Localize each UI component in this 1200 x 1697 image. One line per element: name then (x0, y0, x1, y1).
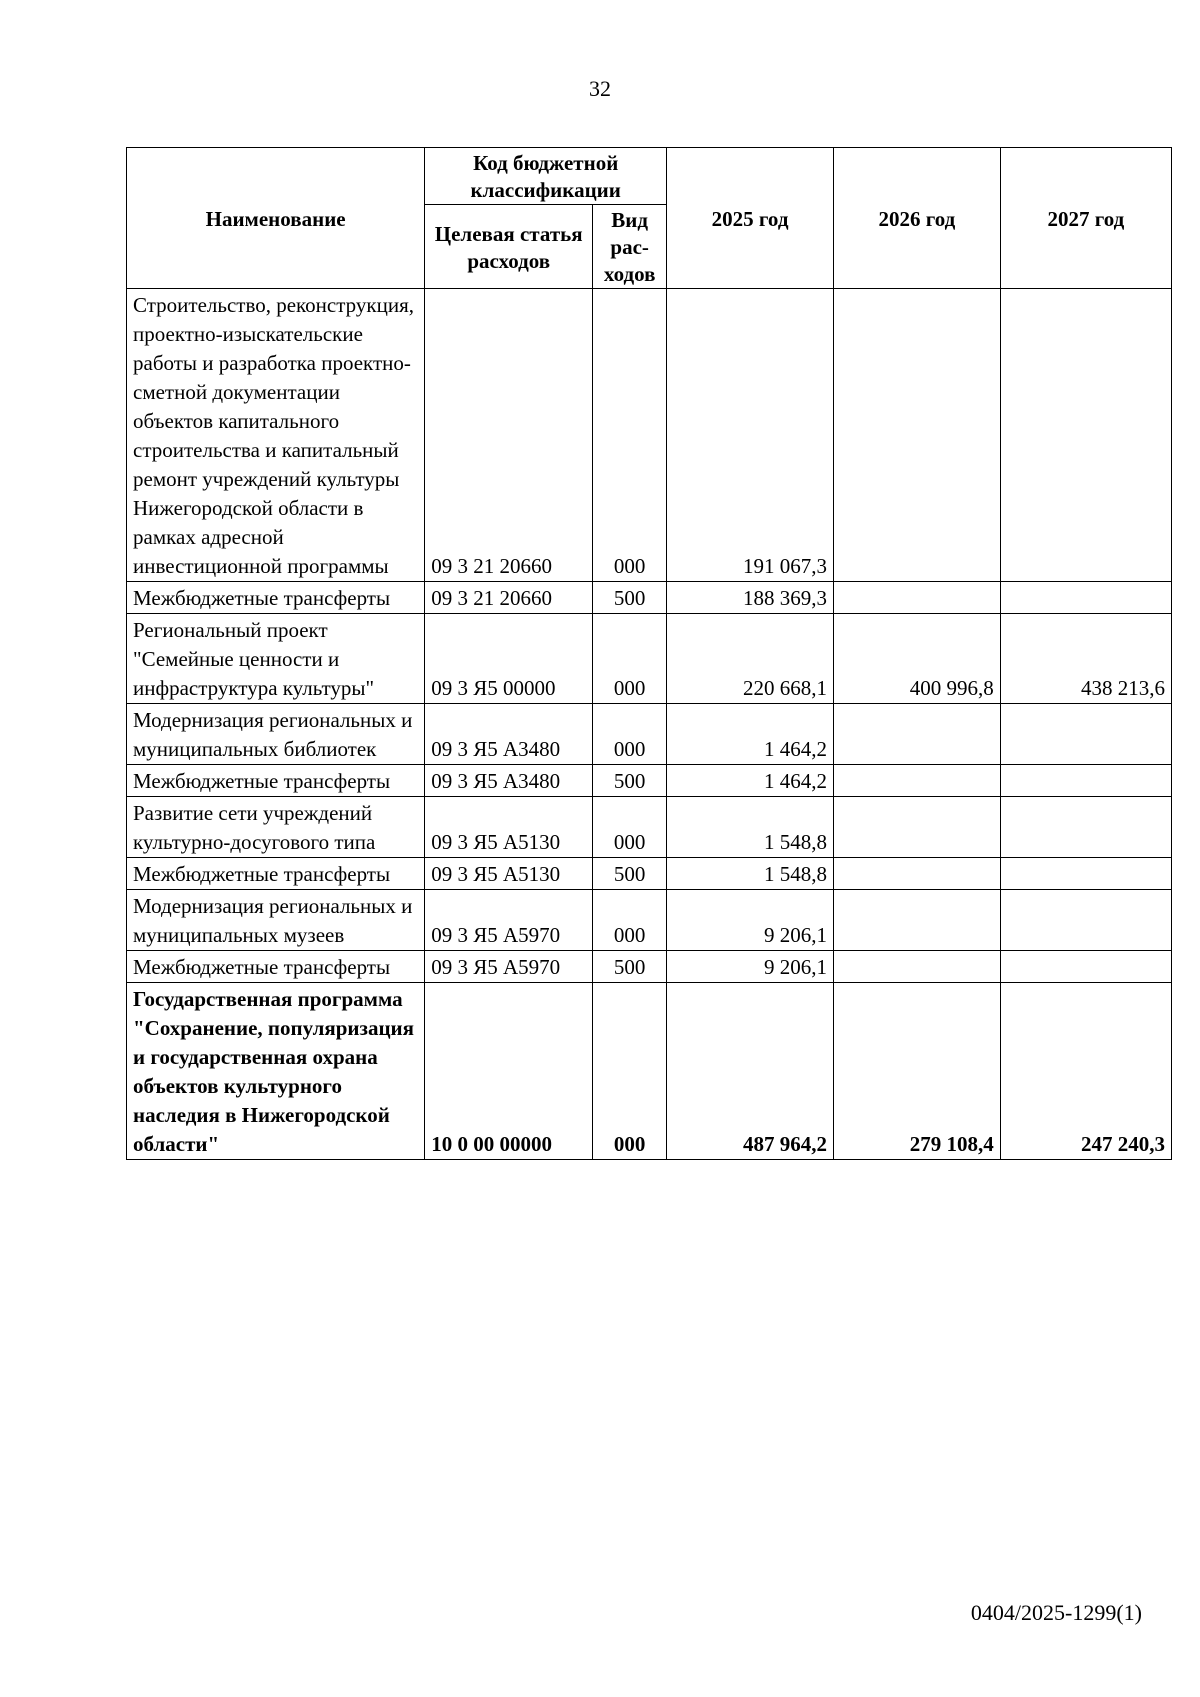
row-name: Государственная программа "Сохранение, популяризация и государственная охрана объектов культурного наследия в Нижегородской области" (127, 983, 425, 1160)
row-value-2025: 9 206,1 (667, 951, 834, 983)
row-expense-type: 000 (593, 890, 667, 951)
page-number: 32 (589, 76, 611, 101)
budget-table (126, 147, 1172, 1160)
row-name: Развитие сети учреждений культурно-досугового типа (127, 797, 425, 858)
row-expense-type: 000 (593, 614, 667, 704)
header-budget-code: Код бюджетной классификации (425, 148, 667, 205)
row-name: Модернизация региональных и муниципальных библиотек (127, 704, 425, 765)
row-target-article: 09 3 Я5 А3480 (425, 765, 593, 797)
row-name: Межбюджетные трансферты (127, 582, 425, 614)
row-expense-type: 500 (593, 765, 667, 797)
header-2026: 2026 год (833, 148, 1000, 289)
header-2025: 2025 год (667, 148, 834, 289)
header-row-1 (127, 148, 1172, 205)
row-name: Региональный проект "Семейные ценности и инфраструктура культуры" (127, 614, 425, 704)
row-value-2027 (1000, 797, 1171, 858)
row-target-article: 09 3 Я5 А5130 (425, 797, 593, 858)
row-value-2026 (833, 289, 1000, 582)
table-row (127, 614, 1172, 704)
row-target-article: 09 3 21 20660 (425, 289, 593, 582)
row-value-2027: 247 240,3 (1000, 983, 1171, 1160)
row-value-2026 (833, 890, 1000, 951)
row-expense-type: 000 (593, 797, 667, 858)
header-2027: 2027 год (1000, 148, 1171, 289)
row-expense-type: 500 (593, 951, 667, 983)
row-name: Межбюджетные трансферты (127, 765, 425, 797)
table-row (127, 582, 1172, 614)
row-value-2026 (833, 797, 1000, 858)
row-value-2025: 1 464,2 (667, 704, 834, 765)
table-row (127, 983, 1172, 1160)
row-value-2026 (833, 765, 1000, 797)
row-value-2025: 487 964,2 (667, 983, 834, 1160)
table-row (127, 858, 1172, 890)
row-name: Модернизация региональных и муниципальных музеев (127, 890, 425, 951)
row-expense-type: 000 (593, 704, 667, 765)
row-target-article: 09 3 21 20660 (425, 582, 593, 614)
row-value-2025: 220 668,1 (667, 614, 834, 704)
table-row (127, 765, 1172, 797)
header-expense-type: Вид рас- ходов (593, 205, 667, 289)
row-value-2027 (1000, 289, 1171, 582)
row-value-2026 (833, 951, 1000, 983)
row-target-article: 09 3 Я5 А5970 (425, 890, 593, 951)
row-target-article: 09 3 Я5 А5970 (425, 951, 593, 983)
row-value-2027 (1000, 951, 1171, 983)
row-name: Межбюджетные трансферты (127, 951, 425, 983)
row-target-article: 09 3 Я5 А3480 (425, 704, 593, 765)
row-name: Строительство, реконструкция, проектно-изыскательские работы и разработка проектно-сметной документации объектов капитального строительства и капитальный ремонт учреждений культуры Нижегородской области в рамках адресной инвестиционной программы (127, 289, 425, 582)
row-value-2027 (1000, 890, 1171, 951)
row-target-article: 09 3 Я5 00000 (425, 614, 593, 704)
row-expense-type: 000 (593, 289, 667, 582)
row-value-2026 (833, 582, 1000, 614)
row-value-2027 (1000, 765, 1171, 797)
row-value-2025: 188 369,3 (667, 582, 834, 614)
header-name: Наименование (127, 148, 425, 289)
row-value-2027 (1000, 582, 1171, 614)
row-expense-type: 500 (593, 582, 667, 614)
row-name: Межбюджетные трансферты (127, 858, 425, 890)
table-row (127, 704, 1172, 765)
header-target-article: Целевая статья расходов (425, 205, 593, 289)
row-expense-type: 500 (593, 858, 667, 890)
row-value-2026: 279 108,4 (833, 983, 1000, 1160)
row-value-2026 (833, 858, 1000, 890)
table-row (127, 797, 1172, 858)
row-value-2027 (1000, 858, 1171, 890)
row-expense-type: 000 (593, 983, 667, 1160)
row-target-article: 10 0 00 00000 (425, 983, 593, 1160)
row-target-article: 09 3 Я5 А5130 (425, 858, 593, 890)
row-value-2027 (1000, 704, 1171, 765)
row-value-2025: 9 206,1 (667, 890, 834, 951)
row-value-2026: 400 996,8 (833, 614, 1000, 704)
row-value-2025: 1 464,2 (667, 765, 834, 797)
row-value-2025: 191 067,3 (667, 289, 834, 582)
row-value-2027: 438 213,6 (1000, 614, 1171, 704)
table-row (127, 890, 1172, 951)
table-row (127, 289, 1172, 582)
table-row (127, 951, 1172, 983)
document-registration-code: 0404/2025-1299(1) (970, 1600, 1142, 1625)
row-value-2025: 1 548,8 (667, 797, 834, 858)
row-value-2025: 1 548,8 (667, 858, 834, 890)
row-value-2026 (833, 704, 1000, 765)
